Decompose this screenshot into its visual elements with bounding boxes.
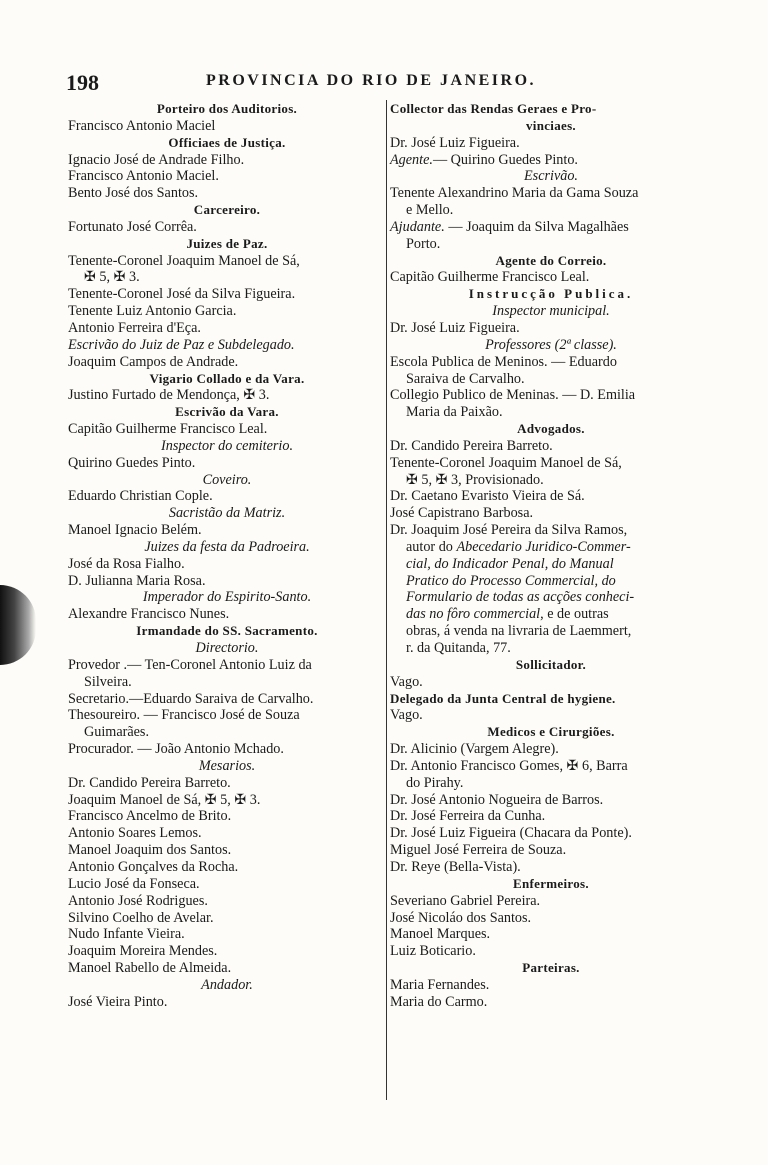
role-label: Agente. [390,151,433,168]
subsection-heading: Directorio. [195,640,259,656]
entry: Dr. José Luiz Figueira. [390,134,520,151]
entry-continued: ✠ 5, ✠ 3. [84,269,140,286]
entry: Collegio Publico de Meninas. — D. Emilia [390,387,636,404]
entry-continued: r. da Quitanda, 77. [406,640,511,656]
entry: Eduardo Christian Cople. [68,488,213,505]
entry: Procurador. — João Antonio Mchado. [68,741,284,758]
entry: José da Rosa Fialho. [68,555,185,572]
entry: José Vieira Pinto. [68,993,168,1010]
entry: Justino Furtado de Mendonça, ✠ 3. [68,387,270,404]
section-heading: Carcereiro. [193,202,261,218]
section-heading: Delegado da Junta Central de hygiene. [390,690,616,706]
entry: Joaquim Campos de Andrade. [68,353,239,370]
subsection-heading: Inspector municipal. [492,303,610,320]
entry: Francisco Antonio Maciel. [68,168,219,185]
section-heading: Escrivão da Vara. [175,404,279,420]
section-heading: Vigario Collado e da Vara. [149,370,305,386]
subsection-heading: Mesarios. [198,757,256,774]
running-head: PROVINCIA DO RIO DE JANEIRO. [206,72,537,89]
entry: Tenente Luiz Antonio Garcia. [68,303,237,320]
entry-continued [390,606,712,623]
entry: Dr. Candido Pereira Barreto. [68,774,231,791]
entry: Escrivão do Juiz de Paz e Subdelegado. [68,336,295,353]
entry: Quirino Guedes Pinto. [68,454,196,471]
entry: José Capistrano Barbosa. [390,505,534,522]
entry: Antonio Ferreira d'Eça. [68,319,201,336]
section-heading-continued: vinciaes. [525,117,576,133]
entry: Dr. José Ferreira da Cunha. [390,808,546,825]
entry: Antonio Gonçalves da Rocha. [68,858,239,875]
entry: Manoel Joaquim dos Santos. [68,842,232,859]
entry: Antonio Soares Lemos. [68,825,202,842]
entry-continued: do Pirahy. [406,774,464,791]
entry-continued [390,539,712,556]
section-heading: Collector das Rendas Geraes e Pro- [390,101,597,116]
subsection-heading: Andador. [201,976,253,993]
entry: Escola Publica de Meninos. — Eduardo [390,353,617,370]
section-heading: Porteiro dos Auditorios. [156,101,298,116]
entry [390,219,712,236]
entry: Dr. Reye (Bella-Vista). [390,858,521,875]
subsection-heading: Professores (2ª classe). [485,336,617,353]
entry: Nudo Infante Vieira. [68,926,185,943]
section-heading: Sollicitador. [515,656,587,672]
section-heading: Parteiras. [522,960,580,976]
entry: Joaquim Moreira Mendes. [68,943,218,960]
role-label: Ajudante. [390,218,445,235]
section-heading: Officiaes de Justiça. [168,134,286,150]
entry: Antonio José Rodrigues. [68,892,208,909]
entry: Bento José dos Santos. [68,185,199,202]
entry: Dr. Candido Pereira Barreto. [390,437,553,454]
entry: Provedor .— Ten-Coronel Antonio Luiz da [68,656,312,673]
entry: D. Julianna Maria Rosa. [68,572,206,589]
entry: Alexandre Francisco Nunes. [68,606,230,623]
entry: Dr. Caetano Evaristo Vieira de Sá. [390,488,585,505]
entry: José Nicoláo dos Santos. [390,909,532,926]
entry: Maria do Carmo. [390,993,488,1010]
entry-continued: ✠ 5, ✠ 3, Provisionado. [406,471,544,488]
subsection-heading: Imperador do Espirito-Santo. [142,589,312,606]
entry: Francisco Ancelmo de Brito. [68,808,232,825]
subsection-heading: Inspector do cemiterio. [161,437,293,454]
section-heading: Irmandade do SS. Sacramento. [136,623,318,639]
entry: Ignacio José de Andrade Filho. [68,151,245,168]
subsection-heading: Juizes da festa da Padroeira. [144,538,310,555]
entry: Dr. José Luiz Figueira (Chacara da Ponte). [390,825,632,842]
entry: Tenente-Coronel José da Silva Figueira. [68,286,296,303]
entry-continued: cial, do Indicador Penal, do Manual [406,555,614,572]
entry: Dr. Alicinio (Vargem Alegre). [390,741,559,758]
entry-continued: Guimarães. [84,724,150,741]
entry-text: autor do [406,538,457,555]
section-heading: Instrucção Publica. [468,286,634,302]
entry: Joaquim Manoel de Sá, ✠ 5, ✠ 3. [68,791,261,808]
entry: Miguel José Ferreira de Souza. [390,842,567,859]
section-heading: Advogados. [517,421,585,437]
entry-text: — Joaquim da Silva Magalhães [444,218,629,235]
entry: Manoel Rabello de Almeida. [68,960,232,977]
entry: Dr. José Antonio Nogueira de Barros. [390,791,604,808]
entry: Silvino Coelho de Avelar. [68,909,214,926]
entry-continued: Maria da Paixão. [406,404,503,421]
entry: Tenente-Coronel Joaquim Manoel de Sá, [390,454,622,471]
entry: Fortunato José Corrêa. [68,218,197,235]
entry [390,152,712,169]
entry: Vago. [390,673,423,690]
subsection-heading: Sacristão da Matriz. [168,505,286,522]
entry-continued: Porto. [406,235,441,252]
book-title: Abecedario Juridico-Commer- [456,538,631,555]
entry-continued: Formulario de todas as acções conheci- [406,589,635,606]
entry-text: , e de outras [540,606,609,623]
entry: Vago. [390,707,423,724]
entry: Manoel Marques. [390,926,491,943]
entry-continued: e Mello. [406,202,454,219]
section-heading: Enfermeiros. [513,875,589,891]
subsection-heading: Coveiro. [202,471,252,488]
entry: Francisco Antonio Maciel [68,117,216,134]
subsection-heading: Escrivão. [524,168,578,185]
entry: Dr. Joaquim José Pereira da Silva Ramos, [390,522,628,539]
entry-continued: Saraiva de Carvalho. [406,370,525,387]
entry-continued: Silveira. [84,673,132,690]
entry-text: — Quirino Guedes Pinto. [432,151,578,168]
entry: Thesoureiro. — Francisco José de Souza [68,707,300,724]
entry-continued: obras, á venda na livraria de Laemmert, [406,623,632,640]
entry: Lucio José da Fonseca. [68,875,200,892]
entry: Dr. José Luiz Figueira. [390,319,520,336]
entry-continued: Pratico do Processo Commercial, do [406,572,616,589]
section-heading: Medicos e Cirurgiões. [487,724,615,740]
book-title: das no fôro commercial [406,606,541,623]
page-number: 198 [66,70,99,95]
entry: Capitão Guilherme Francisco Leal. [390,269,590,286]
binding-shadow [0,585,36,665]
left-column [68,101,386,1011]
entry: Severiano Gabriel Pereira. [390,892,541,909]
section-heading: Agente do Correio. [495,252,607,268]
right-column [390,101,712,1011]
entry: Maria Fernandes. [390,976,490,993]
entry: Dr. Antonio Francisco Gomes, ✠ 6, Barra [390,757,628,774]
column-divider [386,100,387,1100]
entry: Capitão Guilherme Francisco Leal. [68,421,268,438]
entry: Secretario.—Eduardo Saraiva de Carvalho. [68,690,314,707]
entry: Tenente Alexandrino Maria da Gama Souza [390,185,639,202]
entry: Luiz Boticario. [390,943,476,960]
entry: Tenente-Coronel Joaquim Manoel de Sá, [68,252,300,269]
section-heading: Juizes de Paz. [186,235,268,251]
entry: Manoel Ignacio Belém. [68,522,202,539]
